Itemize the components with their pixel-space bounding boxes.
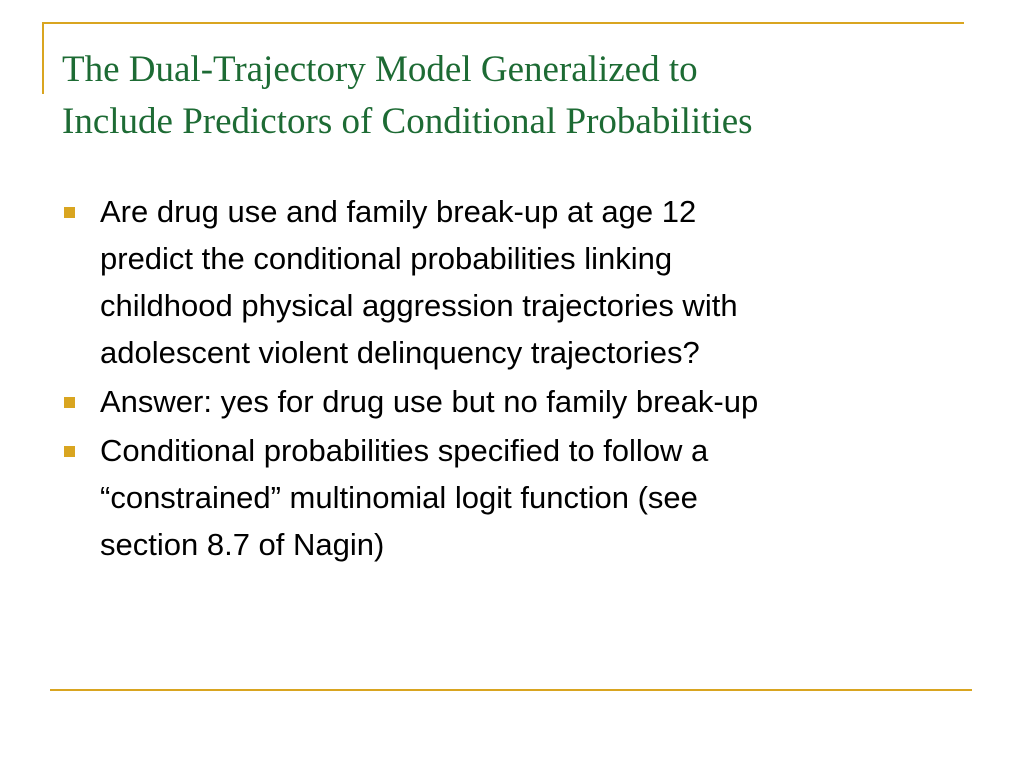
left-divider (42, 22, 44, 94)
bullet-line: Answer: yes for drug use but no family break-up (100, 384, 759, 419)
bullet-list (64, 188, 964, 570)
bullet-line: “constrained” multinomial logit function (see (100, 480, 698, 515)
bullet-line: childhood physical aggression trajectories with (100, 288, 738, 323)
square-bullet-icon (64, 397, 75, 408)
bullet-line: predict the conditional probabilities linking (100, 241, 673, 276)
bullet-line: adolescent violent delinquency trajectories? (100, 335, 700, 370)
bottom-divider (50, 689, 972, 691)
bullet-item (64, 427, 964, 568)
slide-title-line-1: The Dual-Trajectory Model Generalized to (62, 49, 698, 90)
bullet-text (100, 188, 964, 376)
bullet-item (64, 188, 964, 376)
bullet-text (100, 378, 964, 425)
bullet-item (64, 378, 964, 425)
bullet-line: Conditional probabilities specified to follow a (100, 433, 709, 468)
bullet-line: section 8.7 of Nagin) (100, 527, 385, 562)
bullet-text (100, 427, 964, 568)
square-bullet-icon (64, 446, 75, 457)
bullet-line: Are drug use and family break-up at age 12 (100, 194, 697, 229)
square-bullet-icon (64, 207, 75, 218)
top-divider (42, 22, 964, 24)
slide-title (62, 44, 962, 148)
slide-title-line-2: Include Predictors of Conditional Probabilities (62, 101, 753, 142)
